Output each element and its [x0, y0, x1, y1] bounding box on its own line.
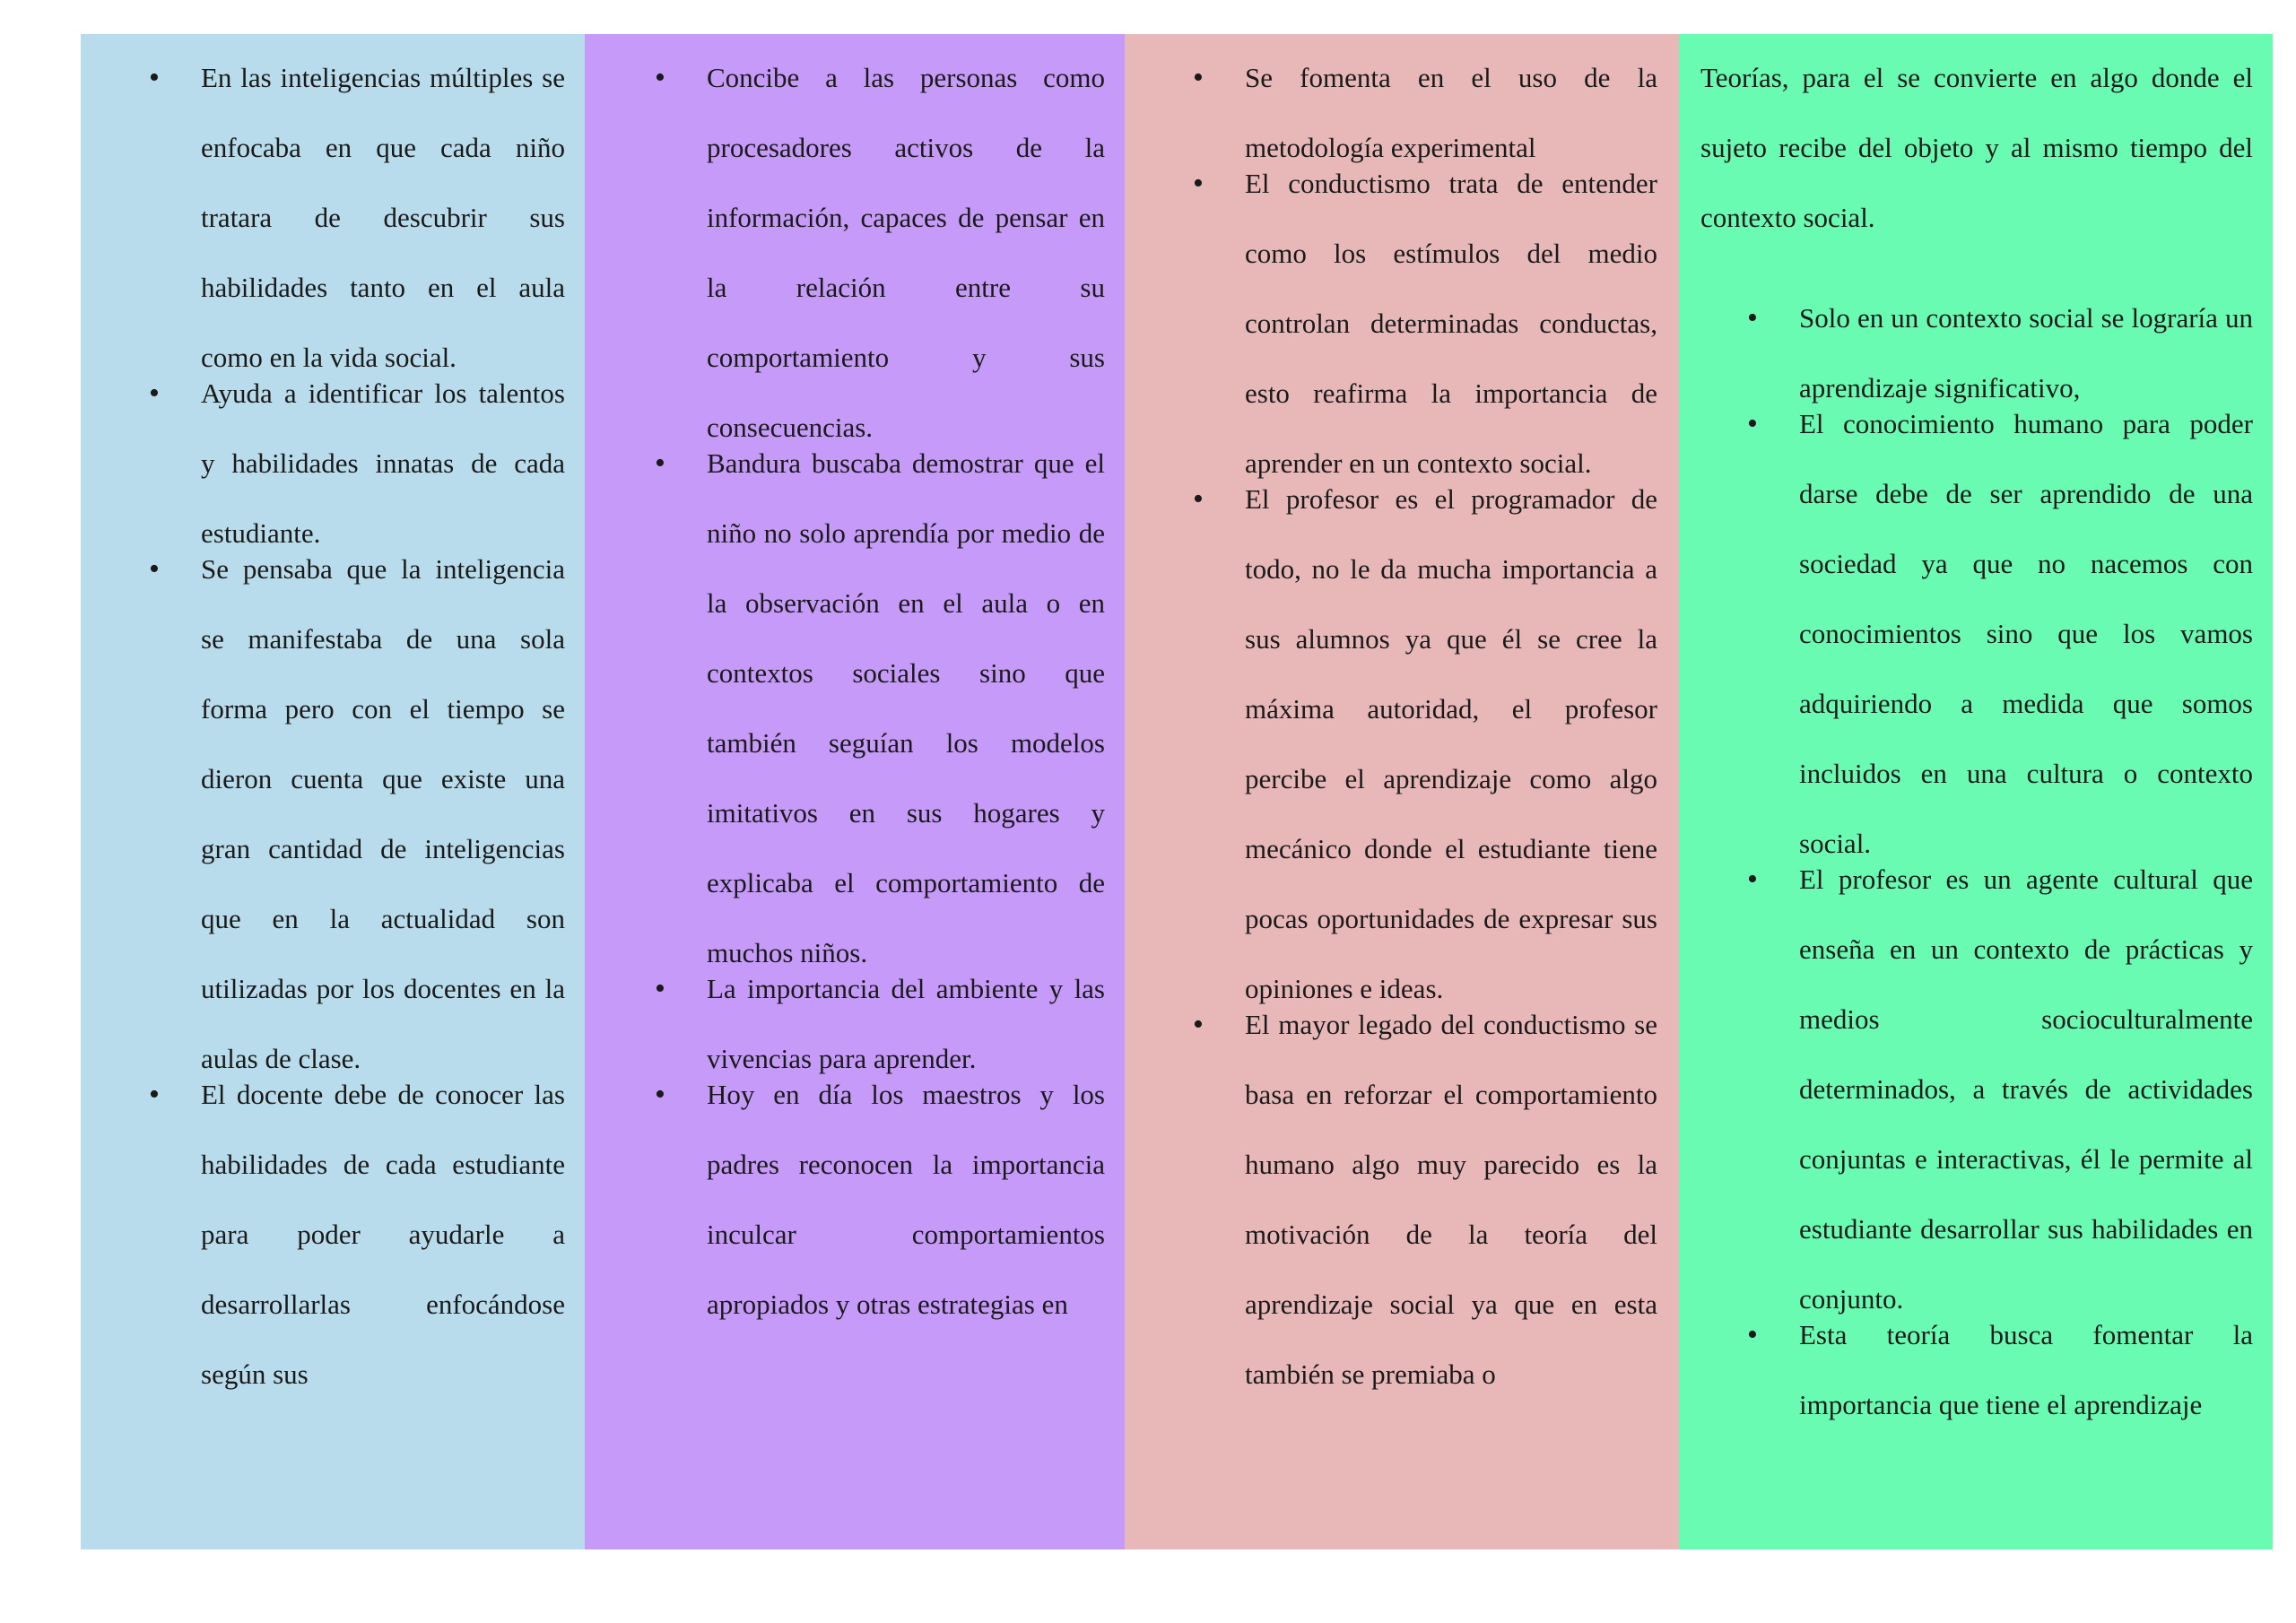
- bullet-icon: •: [655, 1078, 665, 1111]
- bullet-icon: •: [655, 447, 665, 480]
- list-item: [1193, 990, 1657, 1410]
- bullet-icon: •: [655, 61, 665, 94]
- bullet-icon: •: [1747, 407, 1758, 440]
- bullet-icon: •: [1193, 1008, 1204, 1041]
- item-text: Esta teoría busca fomentar la importancia que tiene el aprendizaje: [1799, 1319, 2253, 1420]
- item-text: Se pensaba que la inteligencia se manifestaba de una sola forma pero con el tiempo se dieron cuenta que existe una gran cantidad de inteligencias que en la actualidad son utilizadas por los docentes en la aulas de clase.: [201, 553, 565, 1074]
- bullet-list: [585, 34, 1125, 1340]
- bullet-icon: •: [149, 61, 160, 94]
- bullet-icon: •: [1747, 863, 1758, 896]
- list-item: [1747, 845, 2253, 1334]
- bullet-icon: •: [149, 1078, 160, 1111]
- intro-paragraph: Teorías, para el se convierte en algo donde el sujeto recibe del objeto y al mismo tiempo del contexto social.: [1700, 62, 2253, 233]
- item-text: El mayor legado del conductismo se basa en reforzar el comportamiento humano algo muy parecido es la motivación de la teoría del aprendizaje social ya que en esta también se premiaba o: [1245, 1009, 1657, 1390]
- list-item: [149, 1060, 565, 1410]
- item-text: Concibe a las personas como procesadores activos de la información, capaces de pensar en la relación entre su comportamiento y sus consecuencias.: [707, 62, 1105, 443]
- column-pink: [1125, 34, 1679, 1549]
- item-text: El conductismo trata de entender como los estímulos del medio controlan determinadas conductas, esto reafirma la importancia de aprender en un contexto social.: [1245, 168, 1657, 479]
- item-text: Se fomenta en el uso de la metodología experimental: [1245, 62, 1657, 163]
- list-item: [655, 43, 1105, 463]
- item-text: El profesor es el programador de todo, no le da mucha importancia a sus alumnos ya que él se cree la máxima autoridad, el profesor percibe el aprendizaje como algo mecánico donde el estudiante tiene pocas oportunidades de expresar sus opiniones e ideas.: [1245, 483, 1657, 1004]
- bullet-icon: •: [1747, 301, 1758, 334]
- item-text: Solo en un contexto social se lograría un aprendizaje significativo,: [1799, 302, 2253, 404]
- list-item: [655, 429, 1105, 988]
- list-item: [1747, 389, 2253, 879]
- list-item: [149, 534, 565, 1094]
- list-item: [1747, 1300, 2253, 1440]
- bullet-icon: •: [1193, 167, 1204, 200]
- list-item: [149, 43, 565, 393]
- bullet-list: [1679, 253, 2273, 1440]
- list-item: [655, 1060, 1105, 1340]
- item-text: El conocimiento humano para poder darse debe de ser aprendido de una sociedad ya que no nacemos con conocimientos sino que los vamos adquiriendo a medida que somos incluidos en una cultura o contexto social.: [1799, 408, 2253, 859]
- column-purple: [585, 34, 1125, 1549]
- item-text: Bandura buscaba demostrar que el niño no solo aprendía por medio de la observación en el aula o en contextos sociales sino que también seguían los modelos imitativos en sus hogares y explicaba el comportamiento de muchos niños.: [707, 447, 1105, 968]
- bullet-icon: •: [655, 972, 665, 1005]
- bullet-icon: •: [1193, 482, 1204, 516]
- column-blue: [81, 34, 585, 1549]
- list-item: [1193, 464, 1657, 1024]
- item-text: Ayuda a identificar los talentos y habilidades innatas de cada estudiante.: [201, 378, 565, 549]
- item-text: La importancia del ambiente y las vivencias para aprender.: [707, 973, 1105, 1074]
- item-text: El profesor es un agente cultural que enseña en un contexto de prácticas y medios socioculturalmente determinados, a través de actividades conjuntas e interactivas, él le permite al estudiante desarrollar sus habilidades en conjunto.: [1799, 864, 2253, 1315]
- item-text: En las inteligencias múltiples se enfocaba en que cada niño tratara de descubrir sus habilidades tanto en el aula como en la vida social.: [201, 62, 565, 373]
- column-green: [1679, 34, 2273, 1549]
- list-item: [1193, 149, 1657, 499]
- bullet-icon: •: [149, 552, 160, 586]
- bullet-icon: •: [1747, 1318, 1758, 1351]
- bullet-list: [1125, 34, 1679, 1410]
- bullet-list: [81, 34, 585, 1410]
- item-text: El docente debe de conocer las habilidades de cada estudiante para poder ayudarle a desarrollarlas enfocándose según sus: [201, 1079, 565, 1390]
- bullet-icon: •: [149, 377, 160, 410]
- bullet-icon: •: [1193, 61, 1204, 94]
- item-text: Hoy en día los maestros y los padres reconocen la importancia inculcar comportamientos apropiados y otras estrategias en: [707, 1079, 1105, 1320]
